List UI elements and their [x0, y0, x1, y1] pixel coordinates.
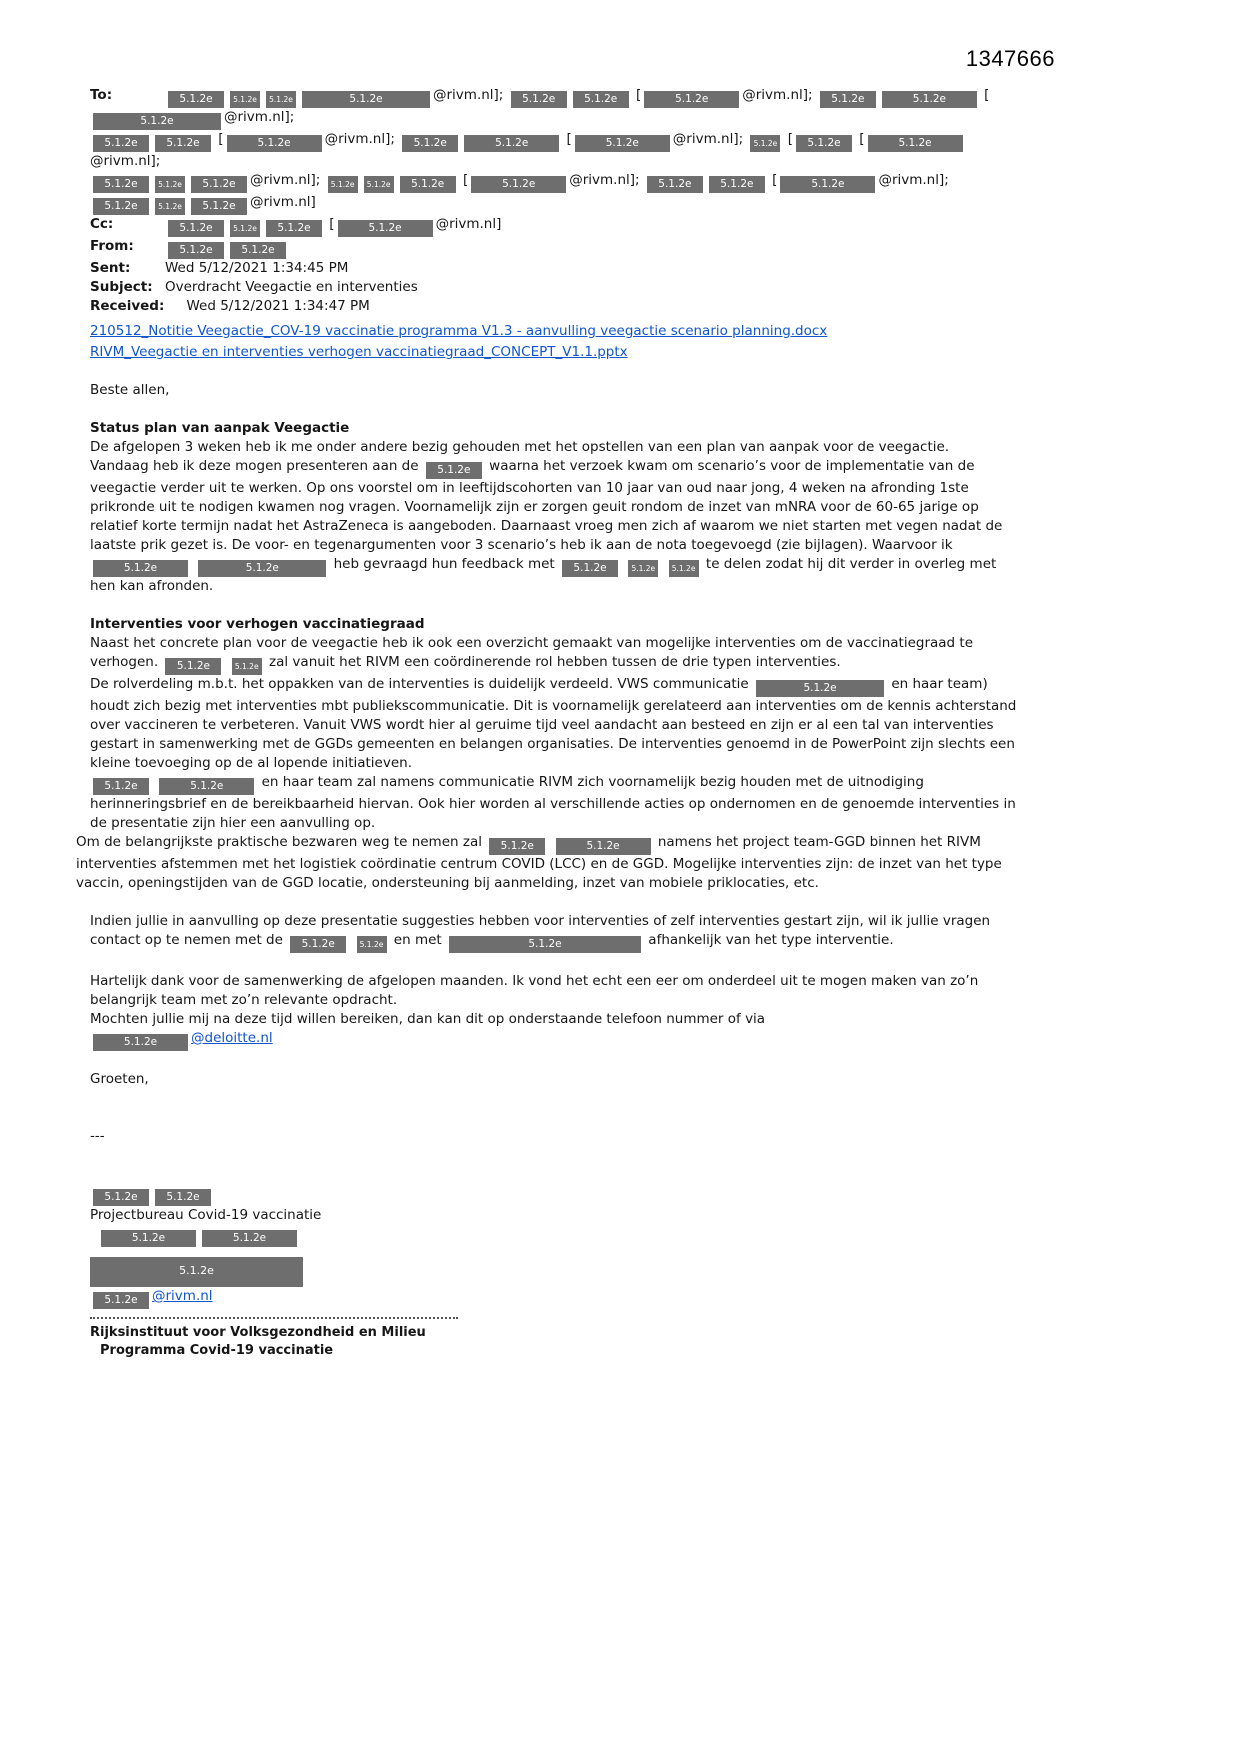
- to-label: To:: [90, 87, 113, 103]
- redaction-box: 5.1.2e: [290, 936, 346, 953]
- section-heading-interventies: Interventies voor verhogen vaccinatiegraad: [90, 616, 425, 632]
- redaction-box: 5.1.2e: [155, 198, 185, 215]
- redaction-box: 5.1.2e: [202, 1230, 297, 1247]
- redaction-box: 5.1.2e: [669, 560, 699, 577]
- redaction-box: 5.1.2e: [628, 560, 658, 577]
- redaction-box: 5.1.2e: [93, 560, 188, 577]
- redaction-box: 5.1.2e: [302, 91, 430, 108]
- redaction-box: 5.1.2e: [191, 176, 247, 193]
- to-value-line3: 5.1.2e 5.1.2e 5.1.2e @rivm.nl]; 5.1.2e 5.1.2e 5.1.2e [ 5.1.2e @rivm.nl]; 5.1.2e 5.1.2e [ 5.1.2e @rivm.nl];: [90, 171, 1024, 193]
- body-paragraph: Hartelijk dank voor de samenwerking de afgelopen maanden. Ik vond het echt een eer om onderdeel uit te mogen maken van zo’n belangrijk team met zo’n relevante opdracht.: [90, 973, 979, 1008]
- redaction-box: 5.1.2e: [90, 1257, 303, 1287]
- redaction-box: 5.1.2e: [573, 91, 629, 108]
- redaction-box: 5.1.2e: [230, 220, 260, 237]
- header-field-subject: [90, 278, 1024, 297]
- body-paragraph: Naast het concrete plan voor de veegactie heb ik ook een overzicht gemaakt van mogelijke interventies om de vaccinatiegraad te verhogen. 5.1.2e 5.1.2e zal vanuit het RIVM een coördinerende rol hebben tussen de drie typen interventies.: [90, 634, 1024, 675]
- redaction-box: 5.1.2e: [338, 220, 433, 237]
- body-paragraph: Vandaag heb ik deze mogen presenteren aan de 5.1.2e waarna het verzoek kwam om scenario’s voor de implementatie van de veegactie verder uit te werken. Op ons voorstel om in leeftijdscohorten van 10 jaar van oud naar jong, 4 weken na afronding 1ste prikronde uit te nodigen kwamen nog vragen. Voornamelijk zijn er zorgen geuit rondom de inzet van mNRA voor de 60-65 jarige op relatief korte termijn nadat het AstraZeneca is aangeboden. Daarnaast vroeg men zich af waarom we niet starten met vegen nadat de laatste prik gezet is. De voor- en tegenargumenten voor 3 scenario’s heb ik aan de nota toegevoegd (zie bijlagen). Waarvoor ik 5.1.2e 5.1.2e heb gevraagd hun feedback met 5.1.2e 5.1.2e 5.1.2e te delen zodat hij dit verder in overleg met hen kan afronden.: [90, 458, 1003, 594]
- received-value: Wed 5/12/2021 1:34:47 PM: [186, 298, 370, 314]
- email-address-link[interactable]: @deloitte.nl: [191, 1030, 273, 1046]
- redaction-box: 5.1.2e: [709, 176, 765, 193]
- redaction-box: 5.1.2e: [882, 91, 977, 108]
- body-paragraph: De rolverdeling m.b.t. het oppakken van de interventies is duidelijk verdeeld. VWS communicatie 5.1.2e en haar team) houdt zich bezig met interventies mbt publiekscommunicatie. Dit is voornamelijk gerelateerd aan interventies om de kennis achterstand over vaccineren te verbeteren. Vanuit VWS wordt hier al geruime tijd veel aandacht aan besteed en zijn er al een tal van interventies gestart in samenwerking met de GGDs gemeenten en belangen organisaties. De interventies genoemd in de PowerPoint zijn slechts een kleine toevoeging op de al lopende initiatieven.: [90, 676, 1017, 771]
- redaction-box: 5.1.2e: [780, 176, 875, 193]
- redaction-box: 5.1.2e: [464, 135, 559, 152]
- header-field-to: [90, 86, 1024, 130]
- redaction-box: 5.1.2e: [266, 91, 296, 108]
- redaction-box: 5.1.2e: [230, 242, 286, 259]
- signature-row2: [98, 1225, 1024, 1247]
- redaction-box: 5.1.2e: [449, 936, 641, 953]
- header-field-received: [90, 297, 1024, 316]
- redaction-box: 5.1.2e: [489, 838, 545, 855]
- redaction-box: 5.1.2e: [93, 1034, 188, 1051]
- redaction-box: 5.1.2e: [198, 560, 326, 577]
- sent-label: Sent:: [90, 260, 131, 276]
- body-paragraph: 5.1.2e 5.1.2e en haar team zal namens communicatie RIVM zich voornamelijk bezig houden met de uitnodiging herinneringsbrief en de bereikbaarheid hiervan. Ook hier worden al verschillende acties op ondernomen en de genoemde interventies in de presentatie zijn hier een aanvulling op.: [90, 774, 1016, 831]
- redaction-box: 5.1.2e: [402, 135, 458, 152]
- redaction-box: 5.1.2e: [93, 198, 149, 215]
- redaction-box: 5.1.2e: [426, 462, 482, 479]
- redaction-box: 5.1.2e: [227, 135, 322, 152]
- redaction-box: 5.1.2e: [165, 658, 221, 675]
- redaction-box: 5.1.2e: [750, 135, 780, 152]
- redaction-box: 5.1.2e: [556, 838, 651, 855]
- body-paragraph: Mochten jullie mij na deze tijd willen bereiken, dan kan dit op onderstaande telefoon nummer of via: [90, 1011, 766, 1027]
- header-field-cc: [90, 215, 1024, 237]
- section-heading-status: Status plan van aanpak Veegactie: [90, 420, 350, 436]
- redaction-box: 5.1.2e: [328, 176, 358, 193]
- signature-block: [90, 1184, 1024, 1360]
- redaction-box: 5.1.2e: [155, 135, 211, 152]
- subject-label: Subject:: [90, 279, 153, 295]
- attachments: [90, 320, 1024, 362]
- redaction-box: 5.1.2e: [400, 176, 456, 193]
- redaction-box: 5.1.2e: [191, 198, 247, 215]
- redaction-box: 5.1.2e: [159, 778, 254, 795]
- to-value-line4: 5.1.2e 5.1.2e 5.1.2e @rivm.nl]: [90, 193, 1024, 215]
- redaction-box: 5.1.2e: [93, 1189, 149, 1206]
- redaction-box: 5.1.2e: [868, 135, 963, 152]
- from-value: [165, 238, 289, 254]
- redaction-box: 5.1.2e: [266, 220, 322, 237]
- redaction-box: 5.1.2e: [168, 242, 224, 259]
- redaction-box: 5.1.2e: [471, 176, 566, 193]
- attachment-link-pptx[interactable]: RIVM_Veegactie en interventies verhogen vaccinatiegraad_CONCEPT_V1.1.pptx: [90, 344, 628, 360]
- redaction-box: 5.1.2e: [93, 1292, 149, 1309]
- redaction-box: 5.1.2e: [511, 91, 567, 108]
- redaction-box: 5.1.2e: [562, 560, 618, 577]
- email-content: [76, 86, 1024, 1360]
- body-paragraph: De afgelopen 3 weken heb ik me onder andere bezig gehouden met het opstellen van een plan van aanpak voor de veegactie.: [90, 439, 950, 455]
- redaction-box: 5.1.2e: [168, 91, 224, 108]
- body-paragraph: Indien jullie in aanvulling op deze presentatie suggesties hebben voor interventies of zelf interventies gestart zijn, wil ik jullie vragen contact op te nemen met de 5.1.2e 5.1.2e en met 5.1.2e afhankelijk van het type interventie.: [90, 912, 1024, 953]
- signature-program: Programma Covid-19 vaccinatie: [100, 1343, 334, 1358]
- redaction-box: 5.1.2e: [230, 91, 260, 108]
- from-label: From:: [90, 238, 134, 254]
- redaction-box: 5.1.2e: [93, 778, 149, 795]
- signature-name-row: [90, 1184, 1024, 1206]
- redaction-box: 5.1.2e: [101, 1230, 196, 1247]
- signature-role: Projectbureau Covid-19 vaccinatie: [90, 1207, 322, 1223]
- signature-email-row: [90, 1287, 1024, 1309]
- to-value-line1: 5.1.2e 5.1.2e 5.1.2e 5.1.2e @rivm.nl]; 5.1.2e 5.1.2e [ 5.1.2e @rivm.nl]; 5.1.2e 5.1.2e [5.1.2e @rivm.nl];: [90, 87, 989, 125]
- received-label: Received:: [90, 298, 165, 314]
- redaction-box: 5.1.2e: [93, 135, 149, 152]
- body-paragraph: [90, 1029, 1024, 1051]
- redaction-box: 5.1.2e: [820, 91, 876, 108]
- sent-value: Wed 5/12/2021 1:34:45 PM: [165, 260, 349, 276]
- cc-label: Cc:: [90, 216, 114, 232]
- redaction-box: 5.1.2e: [93, 113, 221, 130]
- attachment-link-docx[interactable]: 210512_Notitie Veegactie_COV-19 vaccinatie programma V1.3 - aanvulling veegactie scenario planning.docx: [90, 323, 828, 339]
- greeting: Beste allen,: [90, 382, 170, 398]
- redaction-box: 5.1.2e: [155, 176, 185, 193]
- subject-value: Overdracht Veegactie en interventies: [165, 279, 418, 295]
- redaction-box: 5.1.2e: [357, 936, 387, 953]
- redaction-box: 5.1.2e: [155, 1189, 211, 1206]
- signature-org: Rijksinstituut voor Volksgezondheid en Milieu: [90, 1325, 426, 1340]
- redaction-box: 5.1.2e: [575, 135, 670, 152]
- signature-address-block: [90, 1257, 1024, 1287]
- redaction-box: 5.1.2e: [364, 176, 394, 193]
- redaction-box: 5.1.2e: [93, 176, 149, 193]
- redaction-box: 5.1.2e: [647, 176, 703, 193]
- header-field-sent: [90, 259, 1024, 278]
- header-field-from: [90, 237, 1024, 259]
- dotted-divider: [90, 1317, 458, 1319]
- body-paragraph: Om de belangrijkste praktische bezwaren weg te nemen zal 5.1.2e 5.1.2e namens het project team-GGD binnen het RIVM interventies afstemmen met het logistiek coördinatie centrum COVID (LCC) en de GGD. Mogelijke interventies zijn: de inzet van het type vaccin, openingstijden van de GGD locatie, ondersteuning bij aanmelding, inzet van mobiele priklocaties, etc.: [76, 834, 1002, 891]
- to-value-line2: 5.1.2e 5.1.2e [ 5.1.2e @rivm.nl]; 5.1.2e 5.1.2e [ 5.1.2e @rivm.nl]; 5.1.2e [ 5.1.2e [ 5.1.2e@rivm.nl];: [90, 130, 1024, 171]
- redaction-box: 5.1.2e: [168, 220, 224, 237]
- email-address-link[interactable]: @rivm.nl: [152, 1288, 213, 1304]
- cc-value: 5.1.2e 5.1.2e 5.1.2e [ 5.1.2e @rivm.nl]: [165, 216, 501, 232]
- dash-separator: ---: [90, 1128, 105, 1144]
- closing: Groeten,: [90, 1071, 149, 1087]
- redaction-box: 5.1.2e: [796, 135, 852, 152]
- document-number: 1347666: [965, 46, 1055, 71]
- redaction-box: 5.1.2e: [232, 658, 262, 675]
- redaction-box: 5.1.2e: [644, 91, 739, 108]
- redaction-box: 5.1.2e: [756, 680, 884, 697]
